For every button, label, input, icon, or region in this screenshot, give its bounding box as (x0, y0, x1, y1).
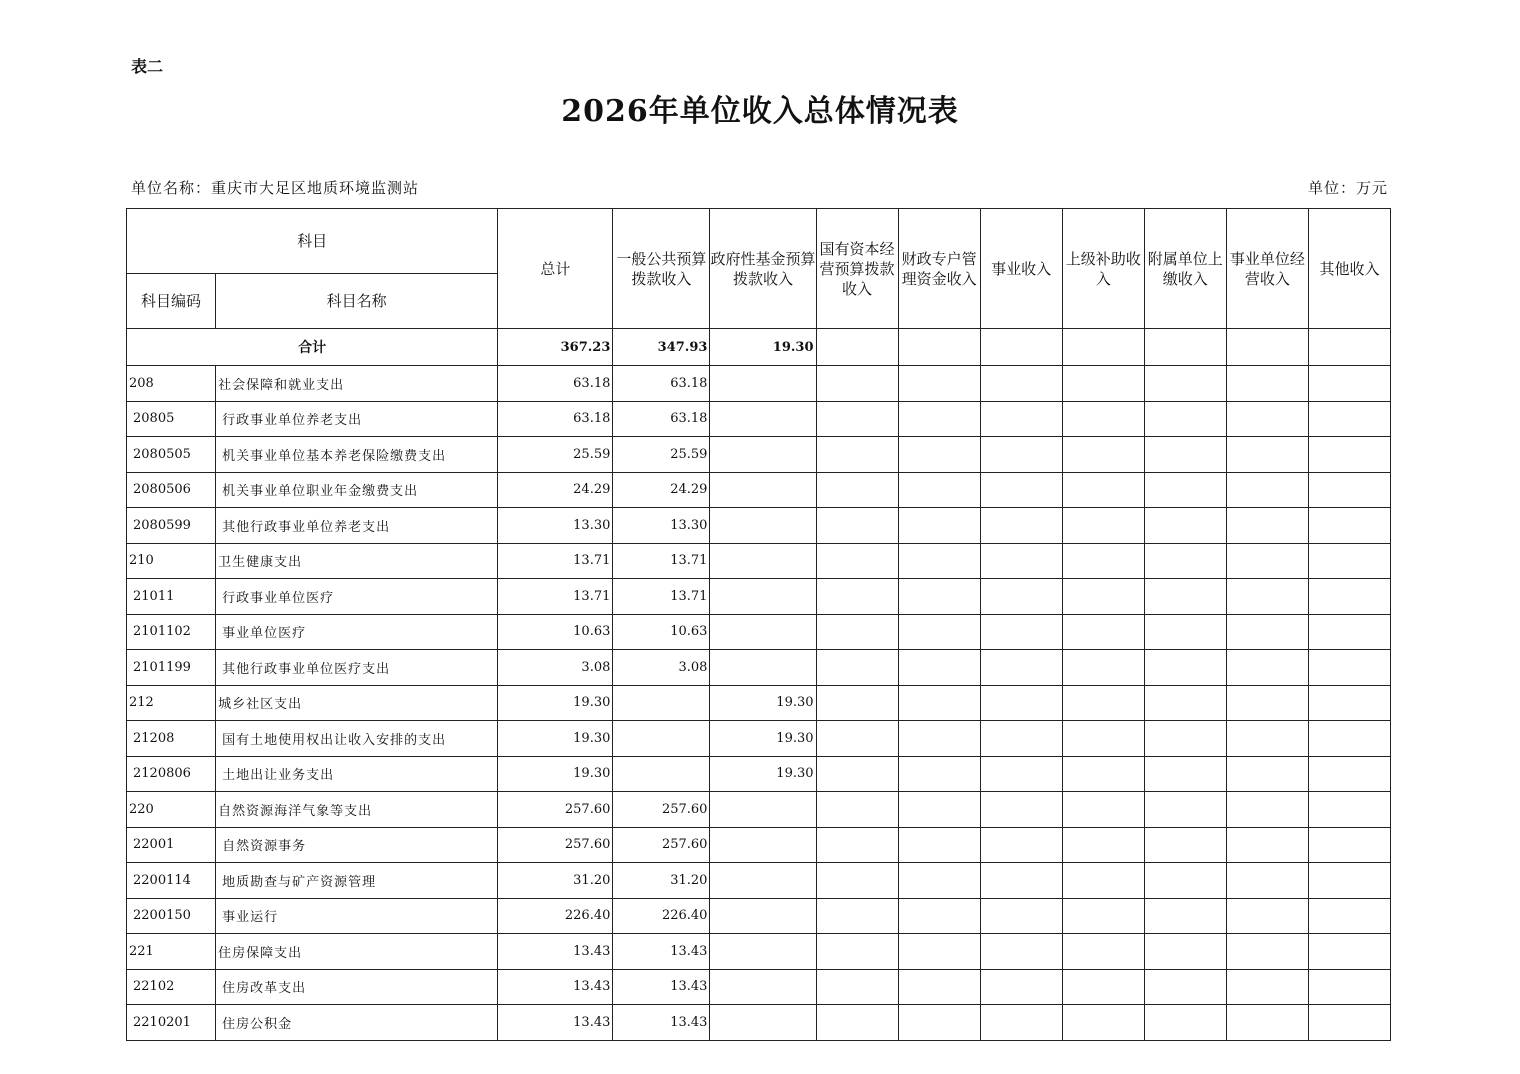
affiliated-payment-cell (1144, 934, 1226, 970)
business-income-cell (980, 792, 1062, 828)
fiscal-special-cell (898, 579, 980, 615)
total-superior-subsidy (1062, 329, 1144, 366)
superior-subsidy-cell (1062, 756, 1144, 792)
operation-income-cell (1226, 401, 1308, 437)
operation-income-cell (1226, 969, 1308, 1005)
business-income-cell (980, 756, 1062, 792)
table-row (127, 863, 1391, 899)
header-total: 总计 (498, 209, 613, 329)
gov-fund-cell (710, 543, 816, 579)
superior-subsidy-cell (1062, 898, 1144, 934)
general-budget-cell (613, 756, 710, 792)
business-income-cell (980, 614, 1062, 650)
total-cell: 13.71 (498, 579, 613, 615)
fiscal-special-cell (898, 756, 980, 792)
gov-fund-cell (710, 969, 816, 1005)
fiscal-special-cell (898, 508, 980, 544)
superior-subsidy-cell (1062, 969, 1144, 1005)
table-row (127, 650, 1391, 686)
total-general-budget: 347.93 (613, 329, 710, 366)
superior-subsidy-cell (1062, 614, 1144, 650)
general-budget-cell: 13.71 (613, 543, 710, 579)
header-subject-code: 科目编码 (127, 274, 216, 329)
business-income-cell (980, 685, 1062, 721)
subject-code-cell: 2210201 (127, 1005, 216, 1041)
operation-income-cell (1226, 614, 1308, 650)
other-income-cell (1308, 827, 1390, 863)
fiscal-special-cell (898, 614, 980, 650)
header-affiliated-payment: 附属单位上缴收入 (1144, 209, 1226, 329)
subject-name-cell: 其他行政事业单位医疗支出 (216, 650, 498, 686)
subject-code-cell: 21208 (127, 721, 216, 757)
general-budget-cell: 13.43 (613, 1005, 710, 1041)
general-budget-cell (613, 685, 710, 721)
other-income-cell (1308, 401, 1390, 437)
subject-name-cell: 自然资源事务 (216, 827, 498, 863)
table-row (127, 437, 1391, 473)
gov-fund-cell (710, 827, 816, 863)
business-income-cell (980, 934, 1062, 970)
affiliated-payment-cell (1144, 898, 1226, 934)
operation-income-cell (1226, 863, 1308, 899)
general-budget-cell: 31.20 (613, 863, 710, 899)
operation-income-cell (1226, 898, 1308, 934)
superior-subsidy-cell (1062, 543, 1144, 579)
superior-subsidy-cell (1062, 863, 1144, 899)
general-budget-cell: 10.63 (613, 614, 710, 650)
subject-name-cell: 事业运行 (216, 898, 498, 934)
subject-code-cell: 22102 (127, 969, 216, 1005)
affiliated-payment-cell (1144, 401, 1226, 437)
total-cell: 63.18 (498, 366, 613, 402)
table-row (127, 827, 1391, 863)
other-income-cell (1308, 792, 1390, 828)
general-budget-cell: 63.18 (613, 401, 710, 437)
subject-name-cell: 住房改革支出 (216, 969, 498, 1005)
total-affiliated-payment (1144, 329, 1226, 366)
business-income-cell (980, 721, 1062, 757)
gov-fund-cell (710, 1005, 816, 1041)
general-budget-cell: 13.43 (613, 969, 710, 1005)
gov-fund-cell (710, 792, 816, 828)
general-budget-cell: 257.60 (613, 792, 710, 828)
superior-subsidy-cell (1062, 472, 1144, 508)
other-income-cell (1308, 366, 1390, 402)
other-income-cell (1308, 969, 1390, 1005)
affiliated-payment-cell (1144, 685, 1226, 721)
table-header-row (127, 209, 1391, 274)
state-capital-cell (816, 756, 898, 792)
gov-fund-cell: 19.30 (710, 685, 816, 721)
header-subject: 科目 (127, 209, 498, 274)
header-superior-subsidy: 上级补助收入 (1062, 209, 1144, 329)
general-budget-cell: 13.71 (613, 579, 710, 615)
superior-subsidy-cell (1062, 827, 1144, 863)
total-gov-fund: 19.30 (710, 329, 816, 366)
subject-name-cell: 国有土地使用权出让收入安排的支出 (216, 721, 498, 757)
state-capital-cell (816, 721, 898, 757)
total-cell: 226.40 (498, 898, 613, 934)
superior-subsidy-cell (1062, 579, 1144, 615)
general-budget-cell: 25.59 (613, 437, 710, 473)
table-row (127, 401, 1391, 437)
superior-subsidy-cell (1062, 366, 1144, 402)
general-budget-cell: 13.30 (613, 508, 710, 544)
gov-fund-cell (710, 614, 816, 650)
operation-income-cell (1226, 472, 1308, 508)
total-label: 合计 (127, 329, 498, 366)
gov-fund-cell (710, 898, 816, 934)
other-income-cell (1308, 650, 1390, 686)
other-income-cell (1308, 863, 1390, 899)
fiscal-special-cell (898, 969, 980, 1005)
table-row (127, 508, 1391, 544)
total-state-capital (816, 329, 898, 366)
state-capital-cell (816, 934, 898, 970)
operation-income-cell (1226, 756, 1308, 792)
superior-subsidy-cell (1062, 650, 1144, 686)
table-row (127, 792, 1391, 828)
subject-code-cell: 220 (127, 792, 216, 828)
business-income-cell (980, 508, 1062, 544)
subject-code-cell: 2200150 (127, 898, 216, 934)
table-row (127, 579, 1391, 615)
other-income-cell (1308, 685, 1390, 721)
business-income-cell (980, 437, 1062, 473)
operation-income-cell (1226, 1005, 1308, 1041)
operation-income-cell (1226, 437, 1308, 473)
operation-income-cell (1226, 934, 1308, 970)
affiliated-payment-cell (1144, 366, 1226, 402)
subject-name-cell: 住房公积金 (216, 1005, 498, 1041)
state-capital-cell (816, 508, 898, 544)
other-income-cell (1308, 721, 1390, 757)
subject-name-cell: 住房保障支出 (216, 934, 498, 970)
subject-code-cell: 2101199 (127, 650, 216, 686)
subject-name-cell: 城乡社区支出 (216, 685, 498, 721)
subject-code-cell: 2080506 (127, 472, 216, 508)
total-cell: 19.30 (498, 756, 613, 792)
subject-name-cell: 自然资源海洋气象等支出 (216, 792, 498, 828)
superior-subsidy-cell (1062, 721, 1144, 757)
operation-income-cell (1226, 366, 1308, 402)
header-subject-name: 科目名称 (216, 274, 498, 329)
subject-code-cell: 20805 (127, 401, 216, 437)
affiliated-payment-cell (1144, 721, 1226, 757)
other-income-cell (1308, 756, 1390, 792)
fiscal-special-cell (898, 721, 980, 757)
gov-fund-cell (710, 934, 816, 970)
business-income-cell (980, 543, 1062, 579)
state-capital-cell (816, 827, 898, 863)
table-row (127, 366, 1391, 402)
business-income-cell (980, 472, 1062, 508)
general-budget-cell (613, 721, 710, 757)
affiliated-payment-cell (1144, 437, 1226, 473)
fiscal-special-cell (898, 543, 980, 579)
total-cell: 3.08 (498, 650, 613, 686)
subject-code-cell: 2200114 (127, 863, 216, 899)
unit-measure-label: 单位：万元 (1307, 179, 1388, 197)
other-income-cell (1308, 898, 1390, 934)
other-income-cell (1308, 614, 1390, 650)
general-budget-cell: 24.29 (613, 472, 710, 508)
subject-name-cell: 社会保障和就业支出 (216, 366, 498, 402)
other-income-cell (1308, 1005, 1390, 1041)
operation-income-cell (1226, 792, 1308, 828)
subject-name-cell: 行政事业单位医疗 (216, 579, 498, 615)
state-capital-cell (816, 401, 898, 437)
fiscal-special-cell (898, 366, 980, 402)
header-state-capital: 国有资本经营预算拨款收入 (816, 209, 898, 329)
subject-code-cell: 2080599 (127, 508, 216, 544)
header-general-budget: 一般公共预算拨款收入 (613, 209, 710, 329)
business-income-cell (980, 969, 1062, 1005)
table-row (127, 756, 1391, 792)
general-budget-cell: 3.08 (613, 650, 710, 686)
affiliated-payment-cell (1144, 508, 1226, 544)
header-gov-fund: 政府性基金预算拨款收入 (710, 209, 816, 329)
fiscal-special-cell (898, 898, 980, 934)
business-income-cell (980, 898, 1062, 934)
total-cell: 19.30 (498, 721, 613, 757)
state-capital-cell (816, 898, 898, 934)
subject-name-cell: 事业单位医疗 (216, 614, 498, 650)
business-income-cell (980, 1005, 1062, 1041)
fiscal-special-cell (898, 472, 980, 508)
gov-fund-cell (710, 401, 816, 437)
subject-code-cell: 2101102 (127, 614, 216, 650)
state-capital-cell (816, 543, 898, 579)
subject-name-cell: 土地出让业务支出 (216, 756, 498, 792)
total-cell: 13.30 (498, 508, 613, 544)
state-capital-cell (816, 472, 898, 508)
table-row (127, 934, 1391, 970)
general-budget-cell: 226.40 (613, 898, 710, 934)
operation-income-cell (1226, 543, 1308, 579)
superior-subsidy-cell (1062, 1005, 1144, 1041)
total-business-income (980, 329, 1062, 366)
superior-subsidy-cell (1062, 792, 1144, 828)
subject-code-cell: 212 (127, 685, 216, 721)
fiscal-special-cell (898, 401, 980, 437)
subject-code-cell: 21011 (127, 579, 216, 615)
subject-code-cell: 22001 (127, 827, 216, 863)
table-row (127, 614, 1391, 650)
page-title: 2026年单位收入总体情况表 (561, 94, 959, 129)
gov-fund-cell (710, 579, 816, 615)
table-row (127, 685, 1391, 721)
fiscal-special-cell (898, 650, 980, 686)
fiscal-special-cell (898, 437, 980, 473)
table-number-label: 表二 (131, 57, 164, 76)
superior-subsidy-cell (1062, 508, 1144, 544)
general-budget-cell: 63.18 (613, 366, 710, 402)
other-income-cell (1308, 934, 1390, 970)
business-income-cell (980, 579, 1062, 615)
other-income-cell (1308, 508, 1390, 544)
fiscal-special-cell (898, 863, 980, 899)
fiscal-special-cell (898, 827, 980, 863)
affiliated-payment-cell (1144, 1005, 1226, 1041)
other-income-cell (1308, 579, 1390, 615)
fiscal-special-cell (898, 685, 980, 721)
fiscal-special-cell (898, 934, 980, 970)
other-income-cell (1308, 437, 1390, 473)
operation-income-cell (1226, 579, 1308, 615)
other-income-cell (1308, 543, 1390, 579)
income-summary-table (126, 208, 1391, 1041)
total-operation-income (1226, 329, 1308, 366)
state-capital-cell (816, 366, 898, 402)
table-row (127, 1005, 1391, 1041)
subject-code-cell: 210 (127, 543, 216, 579)
subject-name-cell: 其他行政事业单位养老支出 (216, 508, 498, 544)
affiliated-payment-cell (1144, 756, 1226, 792)
gov-fund-cell (710, 437, 816, 473)
affiliated-payment-cell (1144, 792, 1226, 828)
subject-name-cell: 卫生健康支出 (216, 543, 498, 579)
affiliated-payment-cell (1144, 827, 1226, 863)
header-fiscal-special: 财政专户管理资金收入 (898, 209, 980, 329)
total-cell: 13.43 (498, 969, 613, 1005)
table-row (127, 898, 1391, 934)
fiscal-special-cell (898, 1005, 980, 1041)
total-cell: 31.20 (498, 863, 613, 899)
other-income-cell (1308, 472, 1390, 508)
total-cell: 257.60 (498, 827, 613, 863)
superior-subsidy-cell (1062, 437, 1144, 473)
state-capital-cell (816, 614, 898, 650)
business-income-cell (980, 401, 1062, 437)
affiliated-payment-cell (1144, 969, 1226, 1005)
business-income-cell (980, 863, 1062, 899)
total-cell: 24.29 (498, 472, 613, 508)
operation-income-cell (1226, 721, 1308, 757)
affiliated-payment-cell (1144, 472, 1226, 508)
operation-income-cell (1226, 650, 1308, 686)
table-row (127, 721, 1391, 757)
affiliated-payment-cell (1144, 863, 1226, 899)
total-cell: 25.59 (498, 437, 613, 473)
total-amount: 367.23 (498, 329, 613, 366)
table-row (127, 472, 1391, 508)
total-cell: 13.43 (498, 1005, 613, 1041)
subject-code-cell: 2080505 (127, 437, 216, 473)
table-row (127, 969, 1391, 1005)
gov-fund-cell (710, 863, 816, 899)
general-budget-cell: 257.60 (613, 827, 710, 863)
gov-fund-cell (710, 650, 816, 686)
subject-name-cell: 地质勘查与矿产资源管理 (216, 863, 498, 899)
total-cell: 19.30 (498, 685, 613, 721)
business-income-cell (980, 366, 1062, 402)
header-other-income: 其他收入 (1308, 209, 1390, 329)
superior-subsidy-cell (1062, 934, 1144, 970)
affiliated-payment-cell (1144, 614, 1226, 650)
total-cell: 10.63 (498, 614, 613, 650)
affiliated-payment-cell (1144, 543, 1226, 579)
affiliated-payment-cell (1144, 579, 1226, 615)
business-income-cell (980, 650, 1062, 686)
business-income-cell (980, 827, 1062, 863)
table-row (127, 543, 1391, 579)
total-cell: 257.60 (498, 792, 613, 828)
state-capital-cell (816, 1005, 898, 1041)
subject-name-cell: 机关事业单位职业年金缴费支出 (216, 472, 498, 508)
total-cell: 13.71 (498, 543, 613, 579)
state-capital-cell (816, 437, 898, 473)
gov-fund-cell (710, 508, 816, 544)
total-fiscal-special (898, 329, 980, 366)
general-budget-cell: 13.43 (613, 934, 710, 970)
total-other-income (1308, 329, 1390, 366)
header-business-income: 事业收入 (980, 209, 1062, 329)
operation-income-cell (1226, 685, 1308, 721)
subject-name-cell: 行政事业单位养老支出 (216, 401, 498, 437)
operation-income-cell (1226, 827, 1308, 863)
affiliated-payment-cell (1144, 650, 1226, 686)
gov-fund-cell: 19.30 (710, 721, 816, 757)
subject-name-cell: 机关事业单位基本养老保险缴费支出 (216, 437, 498, 473)
gov-fund-cell (710, 472, 816, 508)
subject-code-cell: 2120806 (127, 756, 216, 792)
subject-code-cell: 221 (127, 934, 216, 970)
state-capital-cell (816, 579, 898, 615)
state-capital-cell (816, 650, 898, 686)
state-capital-cell (816, 685, 898, 721)
gov-fund-cell (710, 366, 816, 402)
state-capital-cell (816, 792, 898, 828)
unit-name-label: 单位名称：重庆市大足区地质环境监测站 (131, 179, 420, 197)
operation-income-cell (1226, 508, 1308, 544)
total-cell: 13.43 (498, 934, 613, 970)
total-row (127, 329, 1391, 366)
state-capital-cell (816, 969, 898, 1005)
total-cell: 63.18 (498, 401, 613, 437)
superior-subsidy-cell (1062, 685, 1144, 721)
subject-code-cell: 208 (127, 366, 216, 402)
gov-fund-cell: 19.30 (710, 756, 816, 792)
superior-subsidy-cell (1062, 401, 1144, 437)
header-operation-income: 事业单位经营收入 (1226, 209, 1308, 329)
fiscal-special-cell (898, 792, 980, 828)
state-capital-cell (816, 863, 898, 899)
